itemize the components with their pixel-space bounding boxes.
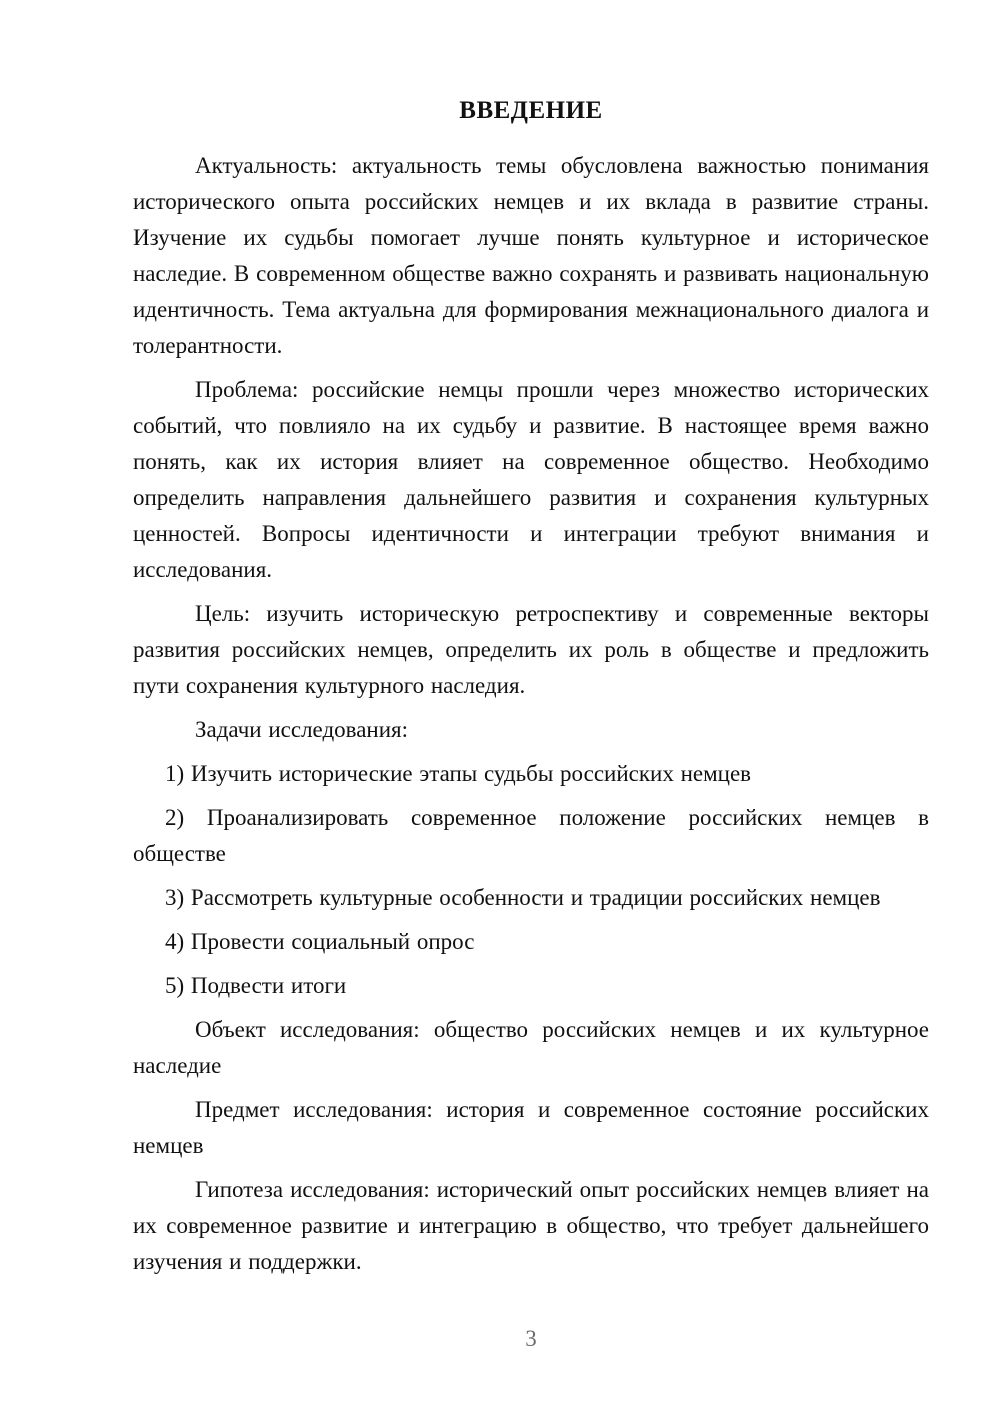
paragraph-goal: Цель: изучить историческую ретроспективу и современные векторы развития российских немцев, определить их роль в обществе и предложить пути сохранения культурного наследия. <box>133 601 929 698</box>
task-item-5: 5) Подвести итоги <box>165 973 347 998</box>
paragraph-object: Объект исследования: общество российских немцев и их культурное наследие <box>133 1017 929 1078</box>
section-title: ВВЕДЕНИЕ <box>459 97 603 124</box>
task-item-4: 4) Провести социальный опрос <box>165 929 475 954</box>
paragraph-subject: Предмет исследования: история и современное состояние российских немцев <box>133 1097 929 1158</box>
paragraph-problem: Проблема: российские немцы прошли через множество исторических событий, что повлияло на их судьбу и развитие. В настоящее время важно понять, как их история влияет на современное общество. Необходимо определить направления дальнейшего развития и сохранения культурных ценностей. Вопросы идентичности и интеграции требуют внимания и исследования. <box>133 377 929 582</box>
document-content <box>133 0 929 1288</box>
paragraph-hypothesis: Гипотеза исследования: исторический опыт российских немцев влияет на их современное развитие и интеграцию в общество, что требует дальнейшего изучения и поддержки. <box>133 1177 929 1274</box>
task-item-2: 2) Проанализировать современное положение российских немцев в обществе <box>133 805 929 866</box>
tasks-heading: Задачи исследования: <box>195 717 409 742</box>
task-item-1: 1) Изучить исторические этапы судьбы российских немцев <box>165 761 752 786</box>
task-item-3: 3) Рассмотреть культурные особенности и традиции российских немцев <box>165 885 881 910</box>
page-number: 3 <box>525 1326 537 1351</box>
paragraph-actuality: Актуальность: актуальность темы обусловлена важностью понимания исторического опыта российских немцев и их вклада в развитие страны. Изучение их судьбы помогает лучше понять культурное и историческое наследие. В современном обществе важно сохранять и развивать национальную идентичность. Тема актуальна для формирования межнационального диалога и толерантности. <box>133 153 929 358</box>
